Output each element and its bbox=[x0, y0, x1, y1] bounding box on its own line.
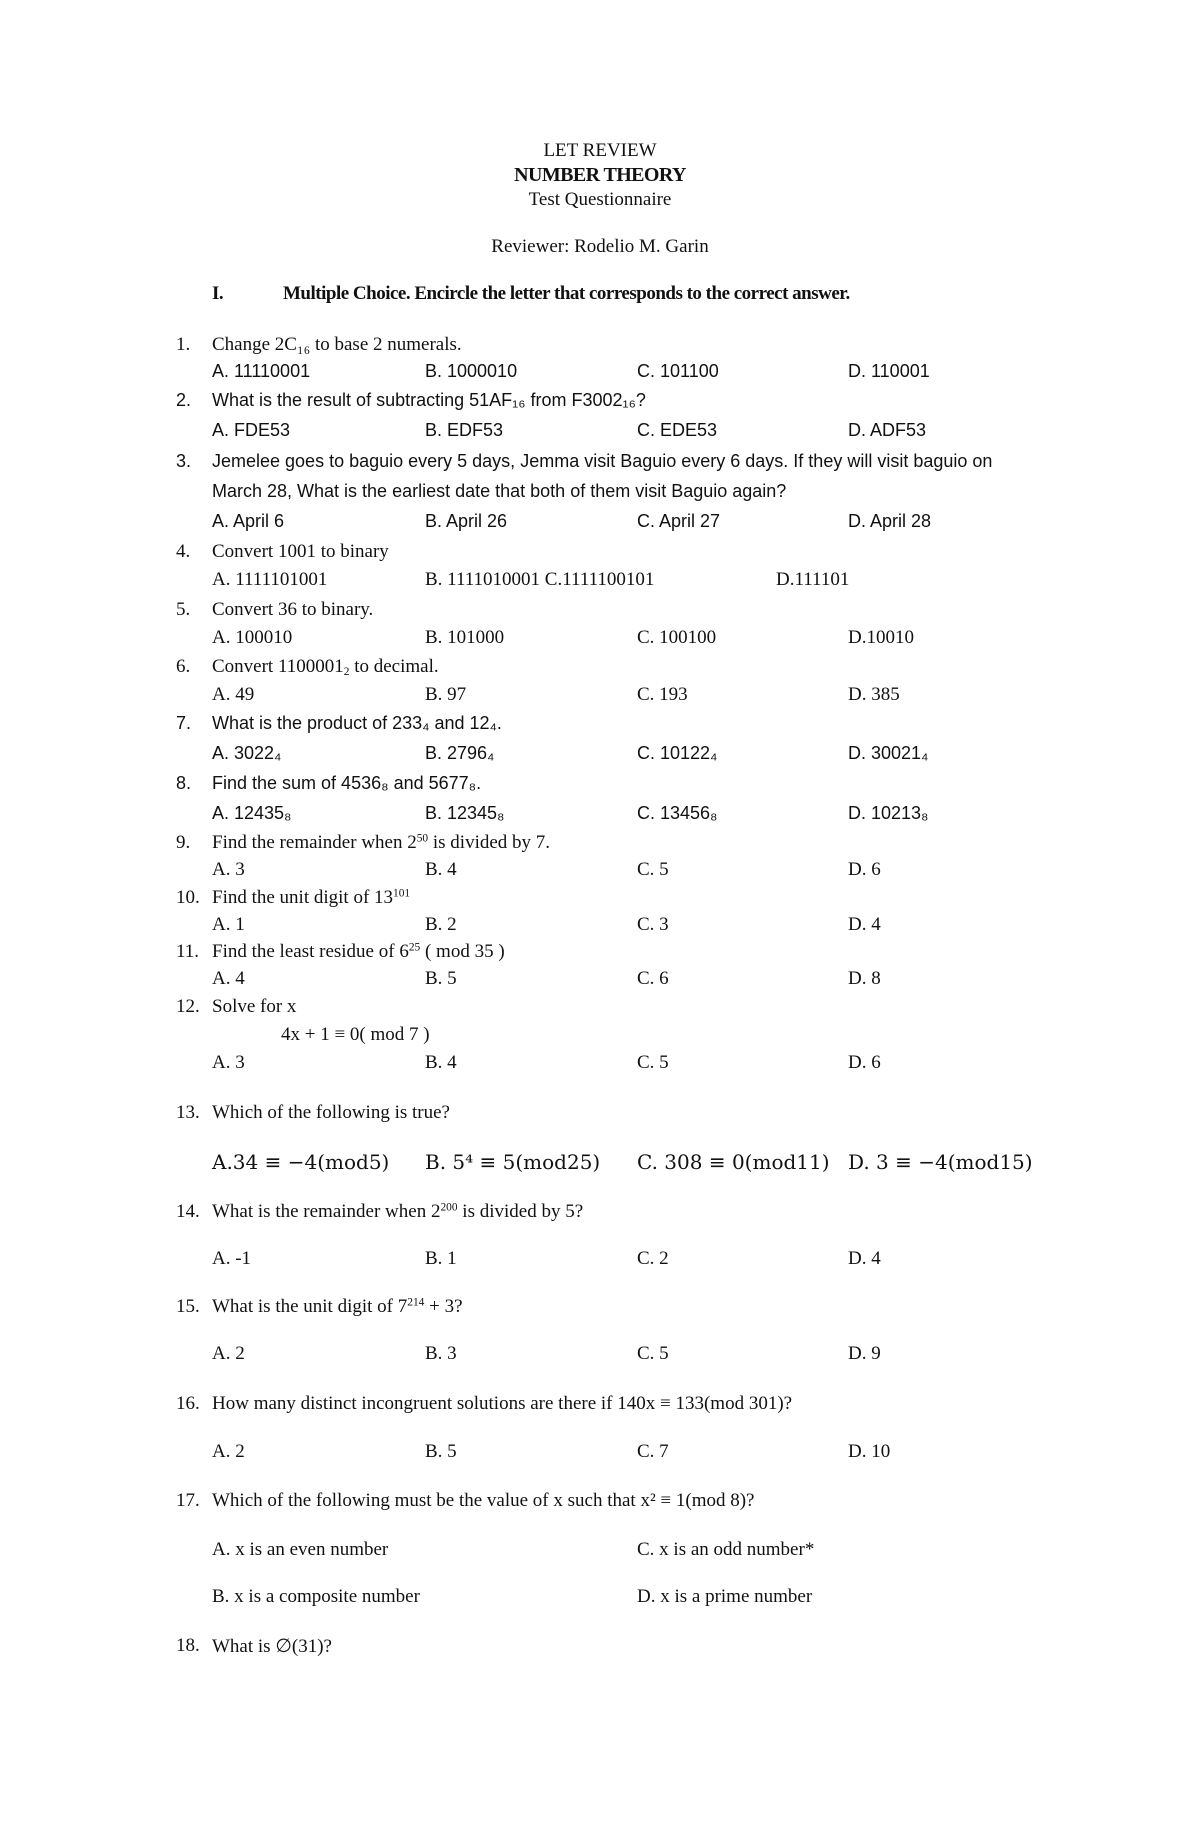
choice-c[interactable]: C. 101100 bbox=[637, 361, 719, 381]
choice-c[interactable]: C. 7 bbox=[637, 1441, 669, 1462]
question-number: 10. bbox=[176, 887, 200, 908]
question-number: 18. bbox=[176, 1635, 200, 1656]
choice-a[interactable]: A. 11110001 bbox=[212, 361, 311, 381]
question-number: 1. bbox=[176, 334, 191, 355]
choice-c[interactable]: C. 5 bbox=[637, 1343, 669, 1364]
page-subtitle: Test Questionnaire bbox=[528, 189, 672, 210]
question-number: 8. bbox=[176, 773, 192, 793]
choice-a[interactable]: A. 4 bbox=[212, 968, 245, 989]
choice-a[interactable]: A. FDE53 bbox=[212, 420, 291, 440]
choice-d[interactable]: D. 4 bbox=[848, 1248, 881, 1269]
choice-b[interactable]: B. 2 bbox=[425, 914, 457, 935]
choice-b[interactable]: B. 3 bbox=[425, 1343, 457, 1364]
question-15 bbox=[0, 1296, 1200, 1324]
page-title: NUMBER THEORY bbox=[514, 164, 686, 186]
choice-d[interactable]: D. 385 bbox=[848, 684, 900, 705]
question-number: 11. bbox=[176, 941, 200, 962]
choices-row bbox=[0, 803, 1200, 831]
question-text: Convert $1100001_2$ to decimal. bbox=[212, 656, 439, 678]
question-14 bbox=[0, 1201, 1200, 1229]
choice-a[interactable]: A.34 ≡ −4(mod5) bbox=[212, 1150, 390, 1174]
choice-a[interactable]: A. 1111101001 bbox=[212, 569, 328, 590]
choice-b[interactable]: B. EDF53 bbox=[425, 420, 504, 440]
question-text: What is the product of 233₄ and 12₄. bbox=[212, 713, 502, 733]
choice-b[interactable]: B. 5⁴ ≡ 5(mod25) bbox=[425, 1150, 601, 1174]
choice-b[interactable]: B. 97 bbox=[425, 684, 467, 705]
question-17 bbox=[0, 1490, 1200, 1518]
choice-d[interactable]: D.10010 bbox=[848, 627, 914, 648]
choice-d[interactable]: D. ADF53 bbox=[848, 420, 927, 440]
reviewer-line: Reviewer: Rodelio M. Garin bbox=[491, 236, 709, 257]
question-text: Jemelee goes to baguio every 5 days, Jemma visit Baguio every 6 days. If they will visit baguio on bbox=[212, 451, 993, 471]
choice-a[interactable]: A. 100010 bbox=[212, 627, 293, 648]
choice-d[interactable]: D. 6 bbox=[848, 1052, 881, 1073]
question-number: 13. bbox=[176, 1102, 200, 1123]
choice-c[interactable]: C. 5 bbox=[637, 859, 669, 880]
question-6 bbox=[0, 656, 1200, 684]
choices-row bbox=[0, 511, 1200, 539]
question-number: 7. bbox=[176, 713, 192, 733]
question-text: Find the unit digit of $13^{101}$ bbox=[212, 887, 411, 908]
choices-row bbox=[0, 914, 1200, 942]
choices-row bbox=[0, 1150, 1200, 1178]
choice-b[interactable]: B. 1000010 bbox=[425, 361, 518, 381]
question-18 bbox=[0, 1635, 1200, 1663]
choices-row bbox=[0, 743, 1200, 771]
question-number: 2. bbox=[176, 390, 192, 410]
question-1 bbox=[0, 334, 1200, 362]
question-3-line-2 bbox=[0, 481, 1200, 509]
choice-b[interactable]: B. 4 bbox=[425, 1052, 457, 1073]
question-text: Which of the following is true? bbox=[212, 1102, 450, 1123]
choice-d[interactable]: D. 30021₄ bbox=[848, 743, 929, 763]
question-text-continued: March 28, What is the earliest date that both of them visit Baguio again? bbox=[212, 481, 787, 501]
choice-a[interactable]: A. 2 bbox=[212, 1343, 245, 1364]
question-4 bbox=[0, 541, 1200, 569]
question-7 bbox=[0, 713, 1200, 741]
question-5 bbox=[0, 599, 1200, 627]
question-number: 4. bbox=[176, 541, 191, 562]
choice-b[interactable]: B. 101000 bbox=[425, 627, 505, 648]
question-text: What is the remainder when $2^{200}$ is divided by 5? bbox=[212, 1201, 584, 1222]
choice-a[interactable]: A. April 6 bbox=[212, 511, 285, 531]
question-number: 14. bbox=[176, 1201, 200, 1222]
choice-b[interactable]: B. 1 bbox=[425, 1248, 457, 1269]
choice-c[interactable]: C. 100100 bbox=[637, 627, 717, 648]
choices-row bbox=[0, 627, 1200, 655]
choice-d[interactable]: D. 9 bbox=[848, 1343, 881, 1364]
choice-b[interactable]: B. 2796₄ bbox=[425, 743, 495, 763]
choice-d[interactable]: D. 10 bbox=[848, 1441, 891, 1462]
question-text: How many distinct incongruent solutions are there if 140x ≡ 133(mod 301)? bbox=[212, 1393, 793, 1414]
question-text: Change 2C₁₆ to base 2 numerals. bbox=[212, 334, 462, 355]
choice-c[interactable]: C. 193 bbox=[637, 684, 688, 705]
question-12 bbox=[0, 996, 1200, 1024]
question-text: Find the least residue of $6^{25}$ ( mod 35 ) bbox=[212, 941, 505, 962]
question-number: 17. bbox=[176, 1490, 200, 1511]
choice-a[interactable]: A. x is an even number bbox=[212, 1539, 389, 1560]
question-number: 15. bbox=[176, 1296, 200, 1317]
choices-row bbox=[0, 684, 1200, 712]
choice-a[interactable]: A. 3022₄ bbox=[212, 743, 282, 763]
choice-c[interactable]: C. 308 ≡ 0(mod11) bbox=[637, 1150, 830, 1174]
choice-d[interactable]: D. 6 bbox=[848, 859, 881, 880]
choice-c[interactable]: C. 2 bbox=[637, 1248, 669, 1269]
choices-row bbox=[0, 569, 1200, 597]
choice-d[interactable]: D. April 28 bbox=[848, 511, 932, 531]
equation: 4x + 1 ≡ 0( mod 7 ) bbox=[281, 1024, 430, 1045]
question-13 bbox=[0, 1102, 1200, 1130]
choice-d[interactable]: D. x is a prime number bbox=[637, 1586, 813, 1607]
choice-d[interactable]: D.111101 bbox=[776, 569, 850, 590]
question-3 bbox=[0, 451, 1200, 479]
choice-d[interactable]: D. 10213₈ bbox=[848, 803, 929, 823]
choice-b[interactable]: B. 5 bbox=[425, 968, 457, 989]
choice-c[interactable]: C. EDE53 bbox=[637, 420, 718, 440]
question-text: What is the result of subtracting 51AF₁₆ from F3002₁₆? bbox=[212, 390, 646, 410]
choices-row bbox=[0, 361, 1200, 389]
choices-row bbox=[0, 1248, 1200, 1276]
question-text: What is ∅(31)? bbox=[212, 1636, 332, 1657]
choices-row bbox=[0, 859, 1200, 887]
section-numeral: I. bbox=[212, 283, 224, 304]
choice-c[interactable]: C. 6 bbox=[637, 968, 669, 989]
question-11 bbox=[0, 941, 1200, 969]
choice-b[interactable]: B. x is a composite number bbox=[212, 1586, 420, 1607]
choice-b[interactable]: B. April 26 bbox=[425, 511, 508, 531]
choice-d[interactable]: D. 110001 bbox=[848, 361, 930, 381]
choice-b[interactable]: B. 12345₈ bbox=[425, 803, 505, 823]
question-number: 5. bbox=[176, 599, 191, 620]
question-2 bbox=[0, 390, 1200, 418]
header-line-1: LET REVIEW bbox=[543, 140, 657, 161]
question-text: Convert 1001 to binary bbox=[212, 541, 389, 562]
choice-d[interactable]: D. 3 ≡ −4(mod15) bbox=[848, 1150, 1033, 1174]
choice-c[interactable]: C. x is an odd number* bbox=[637, 1539, 815, 1560]
choice-a[interactable]: A. -1 bbox=[212, 1248, 252, 1269]
choices-row bbox=[0, 420, 1200, 448]
choice-a[interactable]: A. 12435₈ bbox=[212, 803, 292, 823]
question-number: 6. bbox=[176, 656, 191, 677]
choice-c[interactable]: C. April 27 bbox=[637, 511, 721, 531]
question-8 bbox=[0, 773, 1200, 801]
choices-row bbox=[0, 1586, 1200, 1614]
choice-a[interactable]: A. 49 bbox=[212, 684, 255, 705]
choice-b[interactable]: B. 5 bbox=[425, 1441, 457, 1462]
question-number: 12. bbox=[176, 996, 200, 1017]
question-text: Which of the following must be the value of x such that x² ≡ 1(mod 8)? bbox=[212, 1490, 755, 1511]
question-text: Find the remainder when $2^{50}$ is divided by 7. bbox=[212, 832, 551, 853]
choices-row bbox=[0, 1539, 1200, 1567]
section-instruction: Multiple Choice. Encircle the letter that corresponds to the correct answer. bbox=[283, 283, 850, 304]
choices-row bbox=[0, 1441, 1200, 1469]
choices-row bbox=[0, 1343, 1200, 1371]
question-9 bbox=[0, 832, 1200, 860]
question-text: What is the unit digit of $7^{214} + 3$? bbox=[212, 1296, 463, 1317]
choice-b[interactable]: B. 4 bbox=[425, 859, 457, 880]
choice-a[interactable]: A. 2 bbox=[212, 1441, 245, 1462]
question-text: Find the sum of 4536₈ and 5677₈. bbox=[212, 773, 482, 793]
choice-a[interactable]: A. 1 bbox=[212, 914, 245, 935]
choice-b-c[interactable]: B. 1111010001 C.1111100101 bbox=[425, 569, 655, 590]
choice-c[interactable]: C. 3 bbox=[637, 914, 669, 935]
choice-a[interactable]: A. 3 bbox=[212, 1052, 245, 1073]
question-number: 9. bbox=[176, 832, 191, 853]
question-text: Solve for x bbox=[212, 996, 297, 1017]
choices-row bbox=[0, 968, 1200, 996]
choices-row bbox=[0, 1052, 1200, 1080]
choice-d[interactable]: D. 4 bbox=[848, 914, 881, 935]
question-12-equation bbox=[0, 1024, 1200, 1052]
question-text: Convert 36 to binary. bbox=[212, 599, 374, 620]
choice-c[interactable]: C. 13456₈ bbox=[637, 803, 718, 823]
choice-c[interactable]: C. 5 bbox=[637, 1052, 669, 1073]
question-16 bbox=[0, 1393, 1200, 1421]
choice-c[interactable]: C. 10122₄ bbox=[637, 743, 718, 763]
question-number: 16. bbox=[176, 1393, 200, 1414]
choice-d[interactable]: D. 8 bbox=[848, 968, 881, 989]
question-10 bbox=[0, 887, 1200, 915]
choice-a[interactable]: A. 3 bbox=[212, 859, 245, 880]
question-number: 3. bbox=[176, 451, 192, 471]
